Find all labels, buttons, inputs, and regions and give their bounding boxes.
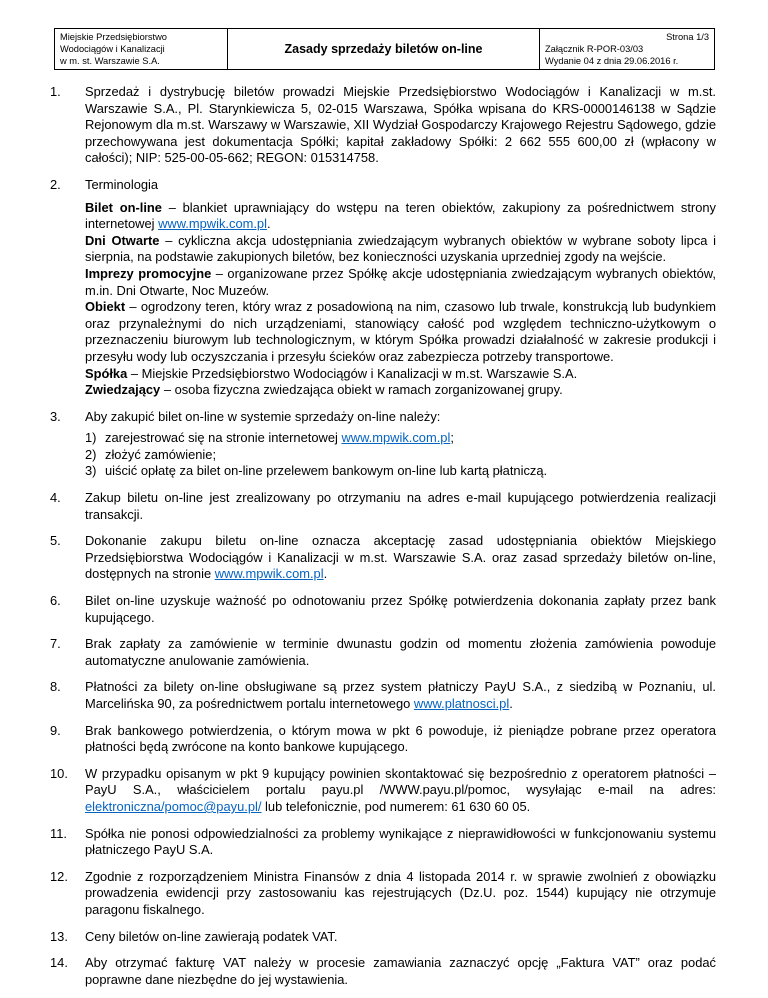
company-line: Wodociągów i Kanalizacji [60, 44, 165, 54]
website-link[interactable]: www.mpwik.com.pl [341, 430, 451, 446]
section-number: 2. [50, 176, 61, 192]
section-number: 1. [50, 84, 61, 99]
section-text: Aby otrzymać fakturę VAT należy w procesie zamawiania zaznaczyć opcję „Faktura VAT” oraz podać poprawne dane niezbędne do jej wystawienia. [85, 955, 716, 987]
website-link[interactable]: www.mpwik.com.pl [158, 216, 267, 232]
section-text: Bilet on-line uzyskuje ważność po odnotowaniu przez Spółkę potwierdzenia dokonania zapłaty przez bank kupującego. [85, 593, 716, 625]
definition-zwiedzajacy: Zwiedzający – osoba fizyczna zwiedzająca obiekt w ramach zorganizowanej grupy. [85, 382, 563, 398]
definition-imprezy: Imprezy promocyjne – organizowane przez Spółkę akcje udostępniania zwiedzającym wybranych obiektów, m.in. Dni Otwarte, Noc Muzeów. [85, 265, 716, 298]
section-number: 11. [50, 825, 67, 841]
list-item: 3) uiścić opłatę za bilet on-line przelewem bankowym on-line lub kartą płatniczą. [85, 463, 548, 479]
section-number: 8. [50, 679, 61, 695]
section-number: 13. [50, 928, 68, 944]
section-13 [50, 929, 716, 946]
section-text: Ceny biletów on-line zawierają podatek VAT. [85, 928, 338, 944]
section-12 [50, 869, 716, 919]
term: Imprezy promocyjne [85, 265, 212, 281]
section-text: Płatności za bilety on-line obsługiwane są przez system płatniczy PayU S.A., z siedzibą w Poznaniu, ul. Marcelińska 90, za pośrednictwem portalu internetowego [85, 679, 716, 711]
section-text: Aby zakupić bilet on-line w systemie sprzedaży on-line należy: [85, 408, 441, 424]
annex-number: Załącznik R-POR-03/03 [545, 44, 644, 54]
section-14 [50, 955, 716, 988]
term: Spółka [85, 365, 128, 381]
section-8: 8. Płatności za bilety on-line obsługiwane są przez system płatniczy PayU S.A., z siedzibą w Poznaniu, ul. Marcelińska 90, za pośrednictwem portalu internetowego www.platnosci.pl. [50, 679, 716, 711]
email-link[interactable]: elektroniczna/pomoc@payu.pl/ [85, 798, 262, 814]
section-6 [50, 593, 716, 626]
section-number: 5. [50, 533, 61, 549]
section-7 [50, 636, 716, 669]
section-text: Zakup biletu on-line jest zrealizowany po otrzymaniu na adres e-mail kupującego potwierdzenia realizacji transakcji. [85, 490, 716, 522]
list-item: 1) zarejestrować się na stronie internetowej www.mpwik.com.pl; [85, 430, 454, 446]
section-11 [50, 826, 716, 859]
section-number: 9. [50, 722, 61, 738]
header-company [55, 29, 228, 70]
page-number: Strona 1/3 [666, 32, 709, 42]
section-text: Sprzedaż i dystrybucję biletów prowadzi Miejskie Przedsiębiorstwo Wodociągów i Kanalizacji w m.st. Warszawie S.A., Pl. Starynkiewicza 5, 02-015 Warszawa, Spółka wpisana do KRS-0000146138 w Sądzie Rejonowym dla m.st. Warszawy w Warszawie, XII Wydział Gospodarczy Krajowego Rejestru Sądowego, gdzie przechowywana jest dokumentacja Spółki; kapitał zakładowy Spółki: 2 662 555 600,00 zł (wpłacony w całości); NIP: 525-00-05-662; REGON: 015314758. [85, 84, 716, 166]
term: Bilet on-line [85, 199, 162, 215]
section-10: 10. W przypadku opisanym w pkt 9 kupujący powinien skontaktować się bezpośrednio z operatorem płatności – PayU S.A., właścicielem portalu payu.pl /WWW.payu.pl/pomoc, wysyłając e-mail na adres: elektroniczna/pomoc@payu.pl/ lub telefonicznie, pod numerem: 61 630 60 05. [50, 765, 716, 814]
section-number: 4. [50, 490, 61, 506]
company-line: w m. st. Warszawie S.A. [60, 56, 160, 66]
section-number: 7. [50, 636, 61, 652]
section-text: Dokonanie zakupu biletu on-line oznacza akceptację zasad udostępniania obiektów Miejskiego Przedsiębiorstwa Wodociągów i Kanalizacji w m.st. Warszawie S.A. oraz zasad sprzedaży biletów on-line, dostępnych na stronie [85, 533, 716, 582]
document-title: Zasady sprzedaży biletów on-line [228, 29, 540, 70]
section-number: 6. [50, 593, 61, 609]
definition-bilet: Bilet on-line – blankiet uprawniający do wstępu na teren obiektów, zakupiony za pośrednictwem strony internetowej www.mpwik.com.pl. [85, 199, 717, 232]
section-text: Spółka nie ponosi odpowiedzialności za problemy wynikające z nieprawidłowości w funkcjonowaniu systemu płatniczego PayU S.A. [85, 825, 716, 858]
definition-obiekt: Obiekt – ogrodzony teren, który wraz z posadowioną na nim, czasowo lub trwale, konstrukcją lub budynkiem oraz przynależnymi do nich urządzeniami, stanowiący całość pod względem techniczno-użytkowym o przeznaczeniu biurowym lub technologicznym, w którym Spółka prowadzi działalność w zakresie produkcji i przesyłu wody lub oczyszczania i przesyłu ścieków oraz zabezpiecza potrzeby transportowe. [85, 299, 716, 364]
term: Zwiedzający [85, 382, 161, 398]
section-text: W przypadku opisanym w pkt 9 kupujący powinien skontaktować się bezpośrednio z operatorem płatności – PayU S.A., właścicielem portalu payu.pl /WWW.payu.pl/pomoc, wysyłając e-mail na adres: [85, 765, 716, 798]
term: Dni Otwarte [85, 232, 160, 248]
definition-spolka: Spółka – Miejskie Przedsiębiorstwo Wodociągów i Kanalizacji w m.st. Warszawie S.A. [85, 365, 578, 381]
header-meta [540, 29, 715, 70]
section-3 [50, 409, 716, 480]
section-text: Zgodnie z rozporządzeniem Ministra Finansów z dnia 4 listopada 2014 r. w sprawie zwolnień z obowiązku prowadzenia ewidencji przy zastosowaniu kas rejestrujących (Dz.U. poz. 1544) kupujący nie otrzymuje paragonu fiskalnego. [85, 868, 716, 917]
edition-date: Wydanie 04 z dnia 29.06.2016 r. [545, 56, 679, 66]
document-body [50, 84, 716, 998]
term: Obiekt [85, 299, 126, 315]
section-number: 14. [50, 955, 68, 971]
section-text: Brak zapłaty za zamówienie w terminie dwunastu godzin od momentu złożenia zamówienia powoduje automatyczne anulowanie zamówienia. [85, 636, 716, 668]
payment-portal-link[interactable]: www.platnosci.pl [413, 696, 510, 711]
section-text: Brak bankowego potwierdzenia, o którym mowa w pkt 6 powoduje, iż pieniądze pobrane przez operatora płatności będą zwrócone na konto bankowe kupującego. [85, 722, 716, 755]
section-number: 12. [50, 868, 68, 884]
section-9 [50, 723, 716, 756]
section-5: 5. Dokonanie zakupu biletu on-line oznacza akceptację zasad udostępniania obiektów Miejskiego Przedsiębiorstwa Wodociągów i Kanalizacji w m.st. Warszawie S.A. oraz zasad sprzedaży biletów on-line, dostępnych na stronie www.mpwik.com.pl. [50, 533, 716, 582]
document-header [54, 28, 715, 70]
section-2 [50, 177, 716, 399]
section-4 [50, 490, 716, 523]
website-link[interactable]: www.mpwik.com.pl [214, 566, 324, 582]
section-title: Terminologia [85, 176, 159, 192]
section-number: 10. [50, 765, 68, 781]
section-1 [50, 84, 716, 167]
section-number: 3. [50, 408, 61, 424]
company-line: Miejskie Przedsiębiorstwo [60, 32, 167, 42]
list-item: 2) złożyć zamówienie; [85, 446, 217, 462]
definition-dni-otwarte: Dni Otwarte – cykliczna akcja udostępniania zwiedzającym wybranych obiektów w wybrane soboty lipca i sierpnia, na podstawie zakupionych biletów, bez konieczności uzyskania uprzedniej zgody na wejście. [85, 232, 717, 265]
